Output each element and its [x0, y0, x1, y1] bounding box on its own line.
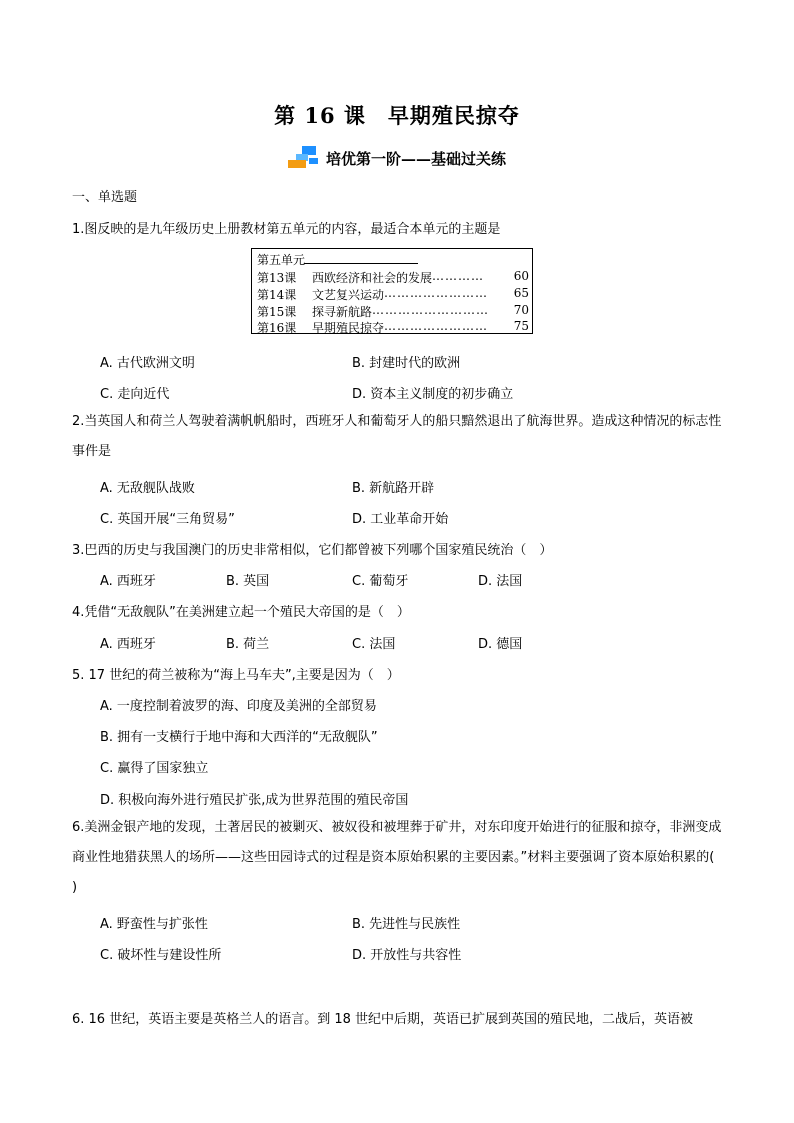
- q2-option-a[interactable]: A. 无敌舰队战败: [100, 481, 195, 496]
- q3-option-a[interactable]: A. 西班牙: [100, 574, 156, 589]
- contents-row: 第13课 西欧经济和社会的发展 ………… 60: [257, 269, 529, 285]
- q1-option-a[interactable]: A. 古代欧洲文明: [100, 356, 195, 371]
- contents-figure: [251, 248, 533, 334]
- q6-option-c[interactable]: C. 破坏性与建设性所: [100, 948, 222, 963]
- contents-row: 第15课 探寻新航路 ……………………… 70: [257, 303, 529, 319]
- q6-option-a[interactable]: A. 野蛮性与扩张性: [100, 917, 208, 932]
- q1-option-c[interactable]: C. 走向近代: [100, 387, 170, 402]
- blocks-logo-icon: [288, 146, 322, 170]
- subtitle: 培优第一阶——基础过关练: [325, 149, 506, 168]
- q3-option-d[interactable]: D. 法国: [478, 574, 523, 589]
- q2-option-b[interactable]: B. 新航路开辟: [352, 481, 435, 496]
- q5-option-c[interactable]: C. 赢得了国家独立: [100, 761, 209, 776]
- contents-header-line: [304, 263, 418, 264]
- contents-row: 第14课 文艺复兴运动 …………………… 65: [257, 286, 529, 302]
- question-7-stem: 6. 16 世纪，英语主要是英格兰人的语言。到 18 世纪中后期，英语已扩展到英国的殖民地，二战后，英语被: [72, 1012, 694, 1027]
- q4-option-d[interactable]: D. 德国: [478, 637, 523, 652]
- q6-option-b[interactable]: B. 先进性与民族性: [352, 917, 461, 932]
- q5-option-b[interactable]: B. 拥有一支横行于地中海和大西洋的“无敌舰队”: [100, 730, 378, 745]
- question-6-stem: 6.美洲金银产地的发现，土著居民的被剿灭、被奴役和被埋葬于矿井，对东印度开始进行的征服和掠夺，非洲变成商业性地猎获黑人的场所——这些田园诗式的过程是资本原始积累的主要因素。”材料主要强调了资本原始积累的( ): [72, 820, 722, 895]
- section-heading: 一、单选题: [72, 190, 138, 205]
- q4-option-b[interactable]: B. 荷兰: [226, 637, 270, 652]
- q3-option-c[interactable]: C. 葡萄牙: [352, 574, 409, 589]
- q2-option-c[interactable]: C. 英国开展“三角贸易”: [100, 512, 235, 527]
- q4-option-c[interactable]: C. 法国: [352, 637, 396, 652]
- q5-option-d[interactable]: D. 积极向海外进行殖民扩张,成为世界范围的殖民帝国: [100, 793, 409, 808]
- q3-option-b[interactable]: B. 英国: [226, 574, 270, 589]
- q1-option-d[interactable]: D. 资本主义制度的初步确立: [352, 387, 514, 402]
- page-title: 第 16 课 早期殖民掠夺: [274, 103, 520, 128]
- question-4-stem: 4.凭借“无敌舰队”在美洲建立起一个殖民大帝国的是（ ）: [72, 605, 410, 620]
- question-2-stem: 2.当英国人和荷兰人驾驶着满帆帆船时，西班牙人和葡萄牙人的船只黯然退出了航海世界。造成这种情况的标志性事件是: [72, 414, 722, 459]
- question-5-stem: 5. 17 世纪的荷兰被称为“海上马车夫”,主要是因为（ ）: [72, 668, 400, 683]
- q6-option-d[interactable]: D. 开放性与共容性: [352, 948, 462, 963]
- question-3-stem: 3.巴西的历史与我国澳门的历史非常相似，它们都曾被下列哪个国家殖民统治（ ）: [72, 543, 553, 558]
- subtitle-row: [0, 146, 794, 170]
- contents-header: 第五单元: [257, 253, 306, 267]
- q2-option-d[interactable]: D. 工业革命开始: [352, 512, 449, 527]
- contents-row: 第16课 早期殖民掠夺 …………………… 75: [257, 319, 529, 335]
- q4-option-a[interactable]: A. 西班牙: [100, 637, 156, 652]
- q1-option-b[interactable]: B. 封建时代的欧洲: [352, 356, 461, 371]
- q5-option-a[interactable]: A. 一度控制着波罗的海、印度及美洲的全部贸易: [100, 699, 377, 714]
- question-1-stem: 1.图反映的是九年级历史上册教材第五单元的内容，最适合本单元的主题是: [72, 222, 501, 237]
